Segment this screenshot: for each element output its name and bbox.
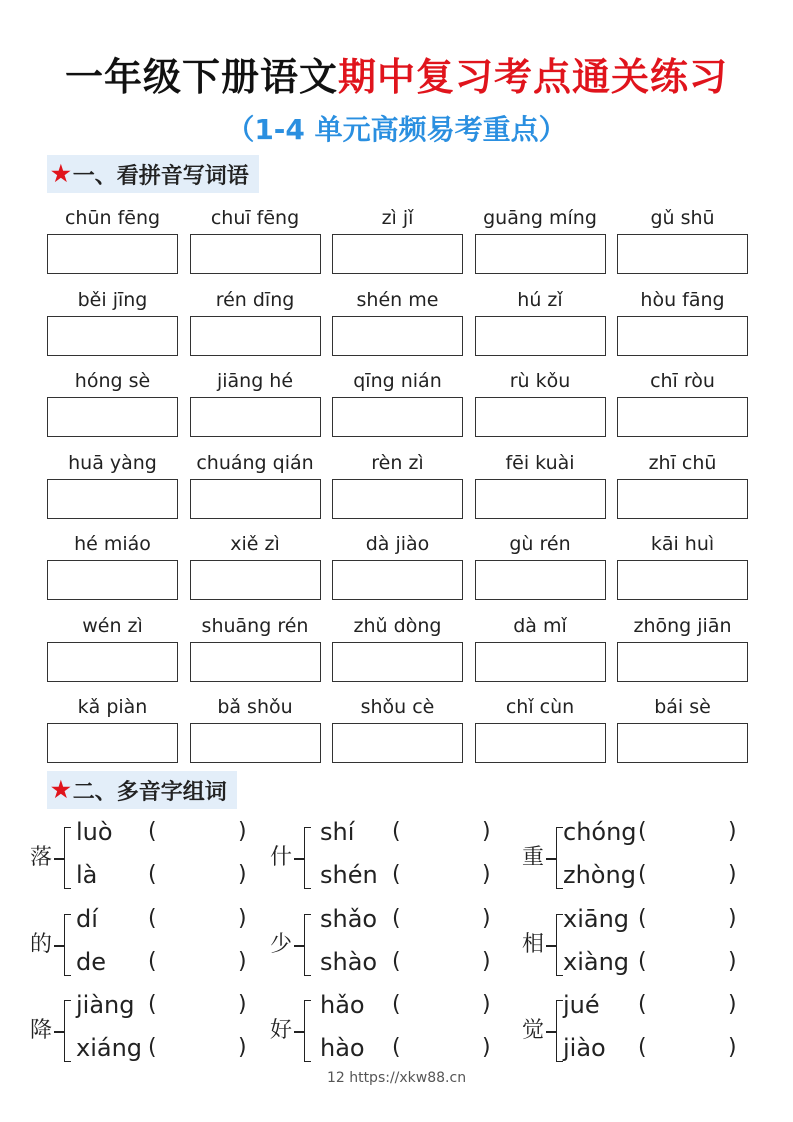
answer-box[interactable] [190, 723, 321, 763]
close-paren: ) [238, 992, 247, 1017]
open-paren: ( [148, 949, 157, 974]
answer-box[interactable] [475, 316, 606, 356]
pinyin-label: dà mǐ [513, 614, 567, 637]
pinyin-cell [475, 366, 606, 437]
pinyin-label: rèn zì [371, 451, 424, 474]
polyphone-character: 什 [270, 845, 293, 870]
answer-box[interactable] [190, 560, 321, 600]
answer-box[interactable] [332, 723, 463, 763]
pinyin-label: qīng nián [353, 370, 442, 392]
answer-box[interactable] [47, 723, 178, 763]
open-paren: ( [148, 906, 157, 931]
close-paren: ) [238, 949, 247, 974]
close-paren: ) [728, 906, 737, 931]
open-paren: ( [148, 862, 157, 887]
pinyin-label: zhǔ dòng [353, 614, 442, 637]
open-paren: ( [148, 1035, 157, 1060]
brace-icon [304, 827, 311, 889]
close-paren: ) [728, 949, 737, 974]
pinyin-label: chī ròu [650, 370, 715, 392]
pinyin-cell [475, 448, 606, 519]
answer-box[interactable] [47, 234, 178, 274]
brace-stem [294, 1031, 304, 1033]
open-paren: ( [638, 949, 647, 974]
pinyin-cell [47, 611, 178, 682]
pinyin-label: huā yàng [68, 451, 157, 474]
brace-stem [546, 945, 556, 947]
open-paren: ( [148, 992, 157, 1017]
word-answer-field[interactable] [404, 904, 482, 936]
pinyin-reading: xiāng [563, 905, 630, 933]
pinyin-reading: là [76, 861, 98, 889]
pinyin-cell [332, 448, 463, 519]
page-footer: 12 https://xkw88.cn [326, 1070, 467, 1086]
word-answer-field[interactable] [650, 1033, 728, 1065]
close-paren: ) [728, 1035, 737, 1060]
brace-stem [54, 945, 64, 947]
close-paren: ) [482, 819, 491, 844]
section-2-title: 二、多音字组词 [72, 778, 227, 805]
pinyin-reading: chóng [563, 818, 637, 846]
close-paren: ) [482, 992, 491, 1017]
close-paren: ) [238, 1035, 247, 1060]
pinyin-cell [190, 285, 321, 356]
pinyin-label: bǎ shǒu [217, 696, 293, 718]
word-answer-field[interactable] [650, 947, 728, 979]
answer-box[interactable] [475, 234, 606, 274]
pinyin-label: gù rén [509, 533, 571, 555]
close-paren: ) [728, 992, 737, 1017]
open-paren: ( [392, 992, 401, 1017]
brace-stem [54, 858, 64, 860]
brace-icon [64, 914, 71, 976]
close-paren: ) [238, 862, 247, 887]
answer-box[interactable] [617, 723, 748, 763]
word-answer-field[interactable] [650, 990, 728, 1022]
pinyin-label: kǎ piàn [77, 696, 148, 718]
section-2-header [47, 771, 237, 809]
word-answer-field[interactable] [650, 817, 728, 849]
word-answer-field[interactable] [404, 860, 482, 892]
pinyin-cell [190, 692, 321, 763]
pinyin-cell [47, 366, 178, 437]
polyphone-character: 落 [30, 845, 53, 870]
open-paren: ( [392, 1035, 401, 1060]
word-answer-field[interactable] [160, 990, 238, 1022]
answer-box[interactable] [475, 642, 606, 682]
open-paren: ( [638, 906, 647, 931]
pinyin-label: shén me [356, 288, 439, 311]
pinyin-label: rù kǒu [509, 370, 571, 392]
answer-box[interactable] [47, 479, 178, 519]
pinyin-label: chuī fēng [210, 207, 300, 229]
pinyin-cell [47, 285, 178, 356]
pinyin-cell [475, 529, 606, 600]
pinyin-cell [332, 366, 463, 437]
word-answer-field[interactable] [160, 860, 238, 892]
pinyin-label: chūn fēng [64, 207, 161, 229]
pinyin-cell [617, 448, 748, 519]
answer-box[interactable] [190, 234, 321, 274]
pinyin-reading: jiào [563, 1034, 606, 1062]
pinyin-reading: hào [320, 1034, 365, 1062]
word-answer-field[interactable] [404, 947, 482, 979]
pinyin-label: guāng míng [483, 207, 597, 229]
polyphone-character: 降 [30, 1018, 53, 1043]
brace-icon [64, 1000, 71, 1062]
pinyin-label: bái sè [654, 696, 711, 718]
answer-box[interactable] [332, 560, 463, 600]
brace-stem [546, 858, 556, 860]
word-answer-field[interactable] [650, 904, 728, 936]
pinyin-label: hú zǐ [517, 288, 563, 311]
pinyin-label: hé miáo [74, 533, 151, 555]
answer-box[interactable] [617, 397, 748, 437]
close-paren: ) [482, 949, 491, 974]
pinyin-cell [617, 692, 748, 763]
pinyin-label: wén zì [82, 614, 143, 637]
pinyin-reading: shào [320, 948, 378, 976]
polyphone-character: 重 [522, 845, 545, 870]
answer-box[interactable] [475, 560, 606, 600]
word-answer-field[interactable] [650, 860, 728, 892]
pinyin-reading: hǎo [320, 991, 365, 1019]
answer-box[interactable] [617, 479, 748, 519]
pinyin-reading: xiáng [76, 1034, 143, 1062]
pinyin-label: shǒu cè [360, 696, 435, 718]
answer-box[interactable] [617, 560, 748, 600]
pinyin-cell [475, 203, 606, 274]
open-paren: ( [638, 992, 647, 1017]
pinyin-cell [332, 611, 463, 682]
pinyin-reading: shǎo [320, 905, 378, 933]
pinyin-cell [332, 203, 463, 274]
pinyin-label: hòu fāng [640, 288, 725, 311]
pinyin-label: jiāng hé [216, 370, 294, 392]
open-paren: ( [392, 949, 401, 974]
pinyin-label: gǔ shū [650, 207, 715, 229]
brace-stem [546, 1031, 556, 1033]
pinyin-cell [617, 529, 748, 600]
polyphone-character: 好 [270, 1018, 293, 1043]
pinyin-reading: luò [76, 818, 113, 846]
close-paren: ) [728, 819, 737, 844]
answer-box[interactable] [190, 316, 321, 356]
word-answer-field[interactable] [160, 947, 238, 979]
pinyin-cell [617, 611, 748, 682]
pinyin-cell [475, 692, 606, 763]
polyphone-character: 少 [270, 932, 293, 957]
star-icon: ★ [51, 777, 71, 803]
pinyin-label: běi jīng [77, 288, 148, 311]
pinyin-reading: dí [76, 905, 98, 933]
brace-icon [304, 1000, 311, 1062]
answer-box[interactable] [47, 642, 178, 682]
answer-box[interactable] [475, 723, 606, 763]
pinyin-label: fēi kuài [505, 451, 575, 474]
page-subtitle: （1-4 单元高频易考重点） [226, 113, 567, 146]
pinyin-reading: xiàng [563, 948, 630, 976]
pinyin-cell [47, 203, 178, 274]
pinyin-label: chǐ cùn [505, 696, 575, 718]
word-answer-field[interactable] [160, 1033, 238, 1065]
pinyin-label: zhī chū [648, 451, 717, 474]
pinyin-cell [47, 448, 178, 519]
pinyin-label: dà jiào [365, 533, 430, 555]
answer-box[interactable] [332, 316, 463, 356]
polyphone-character: 觉 [522, 1018, 545, 1043]
pinyin-label: zhōng jiān [633, 614, 732, 637]
pinyin-label: shuāng rén [201, 614, 309, 637]
star-icon: ★ [51, 161, 71, 187]
brace-icon [64, 827, 71, 889]
pinyin-cell [475, 611, 606, 682]
close-paren: ) [238, 906, 247, 931]
pinyin-label: rén dīng [215, 288, 295, 311]
close-paren: ) [482, 906, 491, 931]
pinyin-cell [47, 529, 178, 600]
pinyin-cell [190, 448, 321, 519]
pinyin-cell [47, 692, 178, 763]
pinyin-cell [332, 529, 463, 600]
open-paren: ( [148, 819, 157, 844]
open-paren: ( [392, 906, 401, 931]
answer-box[interactable] [475, 479, 606, 519]
brace-stem [294, 858, 304, 860]
brace-icon [556, 827, 563, 889]
answer-box[interactable] [332, 479, 463, 519]
answer-box[interactable] [190, 479, 321, 519]
section-1-header [47, 155, 259, 193]
answer-box[interactable] [190, 397, 321, 437]
answer-box[interactable] [190, 642, 321, 682]
answer-box[interactable] [47, 316, 178, 356]
answer-box[interactable] [47, 397, 178, 437]
pinyin-reading: jiàng [76, 991, 135, 1019]
answer-box[interactable] [617, 642, 748, 682]
pinyin-reading: zhòng [563, 861, 636, 889]
title-black-part: 一年级下册语文 [64, 54, 338, 99]
pinyin-cell [190, 611, 321, 682]
pinyin-cell [617, 203, 748, 274]
open-paren: ( [638, 1035, 647, 1060]
answer-box[interactable] [617, 316, 748, 356]
pinyin-cell [332, 285, 463, 356]
open-paren: ( [638, 862, 647, 887]
answer-box[interactable] [332, 397, 463, 437]
pinyin-cell [190, 366, 321, 437]
close-paren: ) [238, 819, 247, 844]
pinyin-reading: shí [320, 818, 355, 846]
answer-box[interactable] [332, 234, 463, 274]
polyphone-character: 的 [30, 932, 53, 957]
pinyin-cell [332, 692, 463, 763]
word-answer-field[interactable] [404, 817, 482, 849]
pinyin-label: zì jǐ [381, 207, 414, 229]
close-paren: ) [482, 862, 491, 887]
pinyin-label: xiě zì [230, 533, 280, 555]
pinyin-cell [190, 203, 321, 274]
pinyin-label: kāi huì [650, 533, 715, 555]
word-answer-field[interactable] [404, 1033, 482, 1065]
answer-box[interactable] [617, 234, 748, 274]
pinyin-cell [190, 529, 321, 600]
brace-stem [54, 1031, 64, 1033]
brace-icon [556, 914, 563, 976]
answer-box[interactable] [475, 397, 606, 437]
polyphone-character: 相 [522, 932, 545, 957]
pinyin-cell [617, 285, 748, 356]
open-paren: ( [638, 819, 647, 844]
title-red-part: 期中复习考点通关练习 [338, 54, 729, 99]
section-1-title: 一、看拼音写词语 [72, 162, 249, 189]
word-answer-field[interactable] [160, 904, 238, 936]
page-title [0, 52, 793, 102]
pinyin-reading: de [76, 948, 106, 976]
pinyin-label: chuáng qián [196, 451, 314, 474]
close-paren: ) [482, 1035, 491, 1060]
word-answer-field[interactable] [404, 990, 482, 1022]
answer-box[interactable] [47, 560, 178, 600]
pinyin-cell [475, 285, 606, 356]
brace-stem [294, 945, 304, 947]
brace-icon [304, 914, 311, 976]
brace-icon [556, 1000, 563, 1062]
open-paren: ( [392, 819, 401, 844]
answer-box[interactable] [332, 642, 463, 682]
open-paren: ( [392, 862, 401, 887]
pinyin-label: hóng sè [74, 370, 151, 392]
pinyin-cell [617, 366, 748, 437]
pinyin-reading: jué [563, 991, 600, 1019]
close-paren: ) [728, 862, 737, 887]
word-answer-field[interactable] [160, 817, 238, 849]
pinyin-reading: shén [320, 861, 378, 889]
